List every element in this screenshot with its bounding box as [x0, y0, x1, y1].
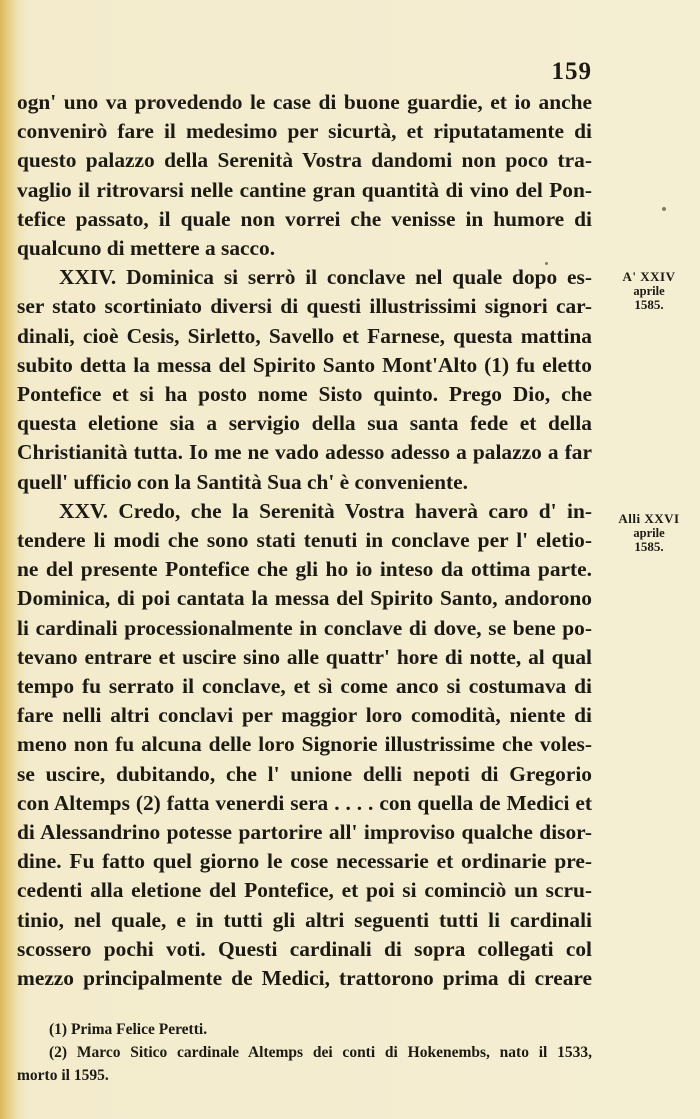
text-line: Pontefice et si ha posto nome Sisto quinto. Prego Dio, che	[17, 382, 592, 407]
text-line: scossero pochi voti. Questi cardinali di sopra collegati col	[17, 936, 592, 961]
text-line: dine. Fu fatto quel giorno le cose necessarie et ordinarie pre-	[17, 849, 592, 874]
text-line: qualcuno di mettere a sacco.	[17, 236, 276, 261]
page-number: 159	[551, 58, 592, 85]
text-line: ser stato scortiniato diversi di questi illustrissimi signori car-	[17, 294, 592, 319]
text-line: di Alessandrino potesse partorire all' improviso qualche disor-	[17, 820, 592, 845]
main-text	[17, 88, 592, 993]
marginal-month: aprile	[633, 526, 665, 540]
marginal-year: 1585.	[634, 297, 664, 312]
text-line: tinio, nel quale, e in tutti gli altri seguenti tutti li cardinali	[17, 907, 592, 932]
text-line: se uscire, dubitando, che l' unione delli nepoti di Gregorio	[17, 761, 592, 786]
marginal-note-xxiv	[603, 270, 695, 312]
text-line: tevano entrare et uscire sino alle quattr' hore di notte, al qual	[17, 644, 592, 669]
text-line: mezzo principalmente de Medici, trattorono prima di creare	[17, 966, 592, 991]
text-line: XXIV. Dominica si serrò il conclave nel quale dopo es-	[59, 265, 592, 290]
paragraph-xxiv	[17, 263, 592, 497]
marginal-note-xxv	[603, 512, 695, 554]
paper-speck	[545, 262, 548, 265]
paragraph-continuation	[17, 88, 592, 263]
text-line: convenirò fare il medesimo per sicurtà, et riputatamente di	[17, 119, 592, 144]
text-line: subito detta la messa del Spirito Santo Mont'Alto (1) fu eletto	[17, 352, 592, 377]
text-line: questa eletione sia a servigio della sua santa fede et della	[17, 411, 592, 436]
text-line: Dominica, di poi cantata la messa del Spirito Santo, andorono	[17, 586, 592, 611]
paper-speck	[662, 207, 666, 211]
text-line: fare nelli altri conclavi per maggior loro comodità, niente di	[17, 703, 592, 728]
text-line: ne del presente Pontefice che gli ho io inteso da ottima parte.	[17, 557, 592, 582]
text-line: dinali, cioè Cesis, Sirletto, Savello et Farnese, questa mattina	[17, 323, 592, 348]
text-line: ogn' uno va provedendo le case di buone guardie, et io anche	[17, 90, 592, 114]
text-line: Christianità tutta. Io me ne vado adesso adesso a palazzo a far	[17, 440, 592, 465]
footnote-1: (1) Prima Felice Peretti.	[49, 1021, 208, 1038]
paragraph-xxv	[17, 497, 592, 993]
text-line: tefice passato, il quale non vorrei che venisse in humore di	[17, 206, 592, 231]
text-line: tempo fu serrato il conclave, et sì come anco si costumava di	[17, 674, 592, 699]
text-line: vaglio il ritrovarsi nelle cantine gran quantità di vino del Pon-	[17, 177, 592, 202]
text-line: XXV. Credo, che la Serenità Vostra haverà caro d' in-	[59, 498, 592, 523]
text-line: questo palazzo della Serenità Vostra dandomi non poco tra-	[17, 148, 592, 173]
marginal-date: A' XXIV	[622, 269, 676, 284]
footnote-2: (2) Marco Sitico cardinale Altemps dei conti di Hokenembs, nato il 1533,	[49, 1044, 592, 1061]
text-line: li cardinali processionalmente in conclave di dove, se bene po-	[17, 615, 592, 640]
marginal-year: 1585.	[634, 539, 664, 554]
marginal-month: aprile	[633, 284, 665, 298]
text-line: con Altemps (2) fatta venerdi sera . . . . con quella de Medici et	[17, 790, 592, 815]
footnote-2-continued: morto il 1595.	[17, 1067, 109, 1084]
marginal-date: Alli XXVI	[618, 511, 680, 526]
footnotes	[17, 1018, 592, 1087]
text-line: tendere li modi che sono stati tenuti in conclave per l' eletio-	[17, 528, 592, 553]
text-line: meno non fu alcuna delle loro Signorie illustrissime che voles-	[17, 732, 592, 757]
text-line: quell' ufficio con la Santità Sua ch' è conveniente.	[17, 469, 468, 494]
text-line: cedenti alla eletione del Pontefice, et poi si cominciò un scru-	[17, 878, 592, 903]
